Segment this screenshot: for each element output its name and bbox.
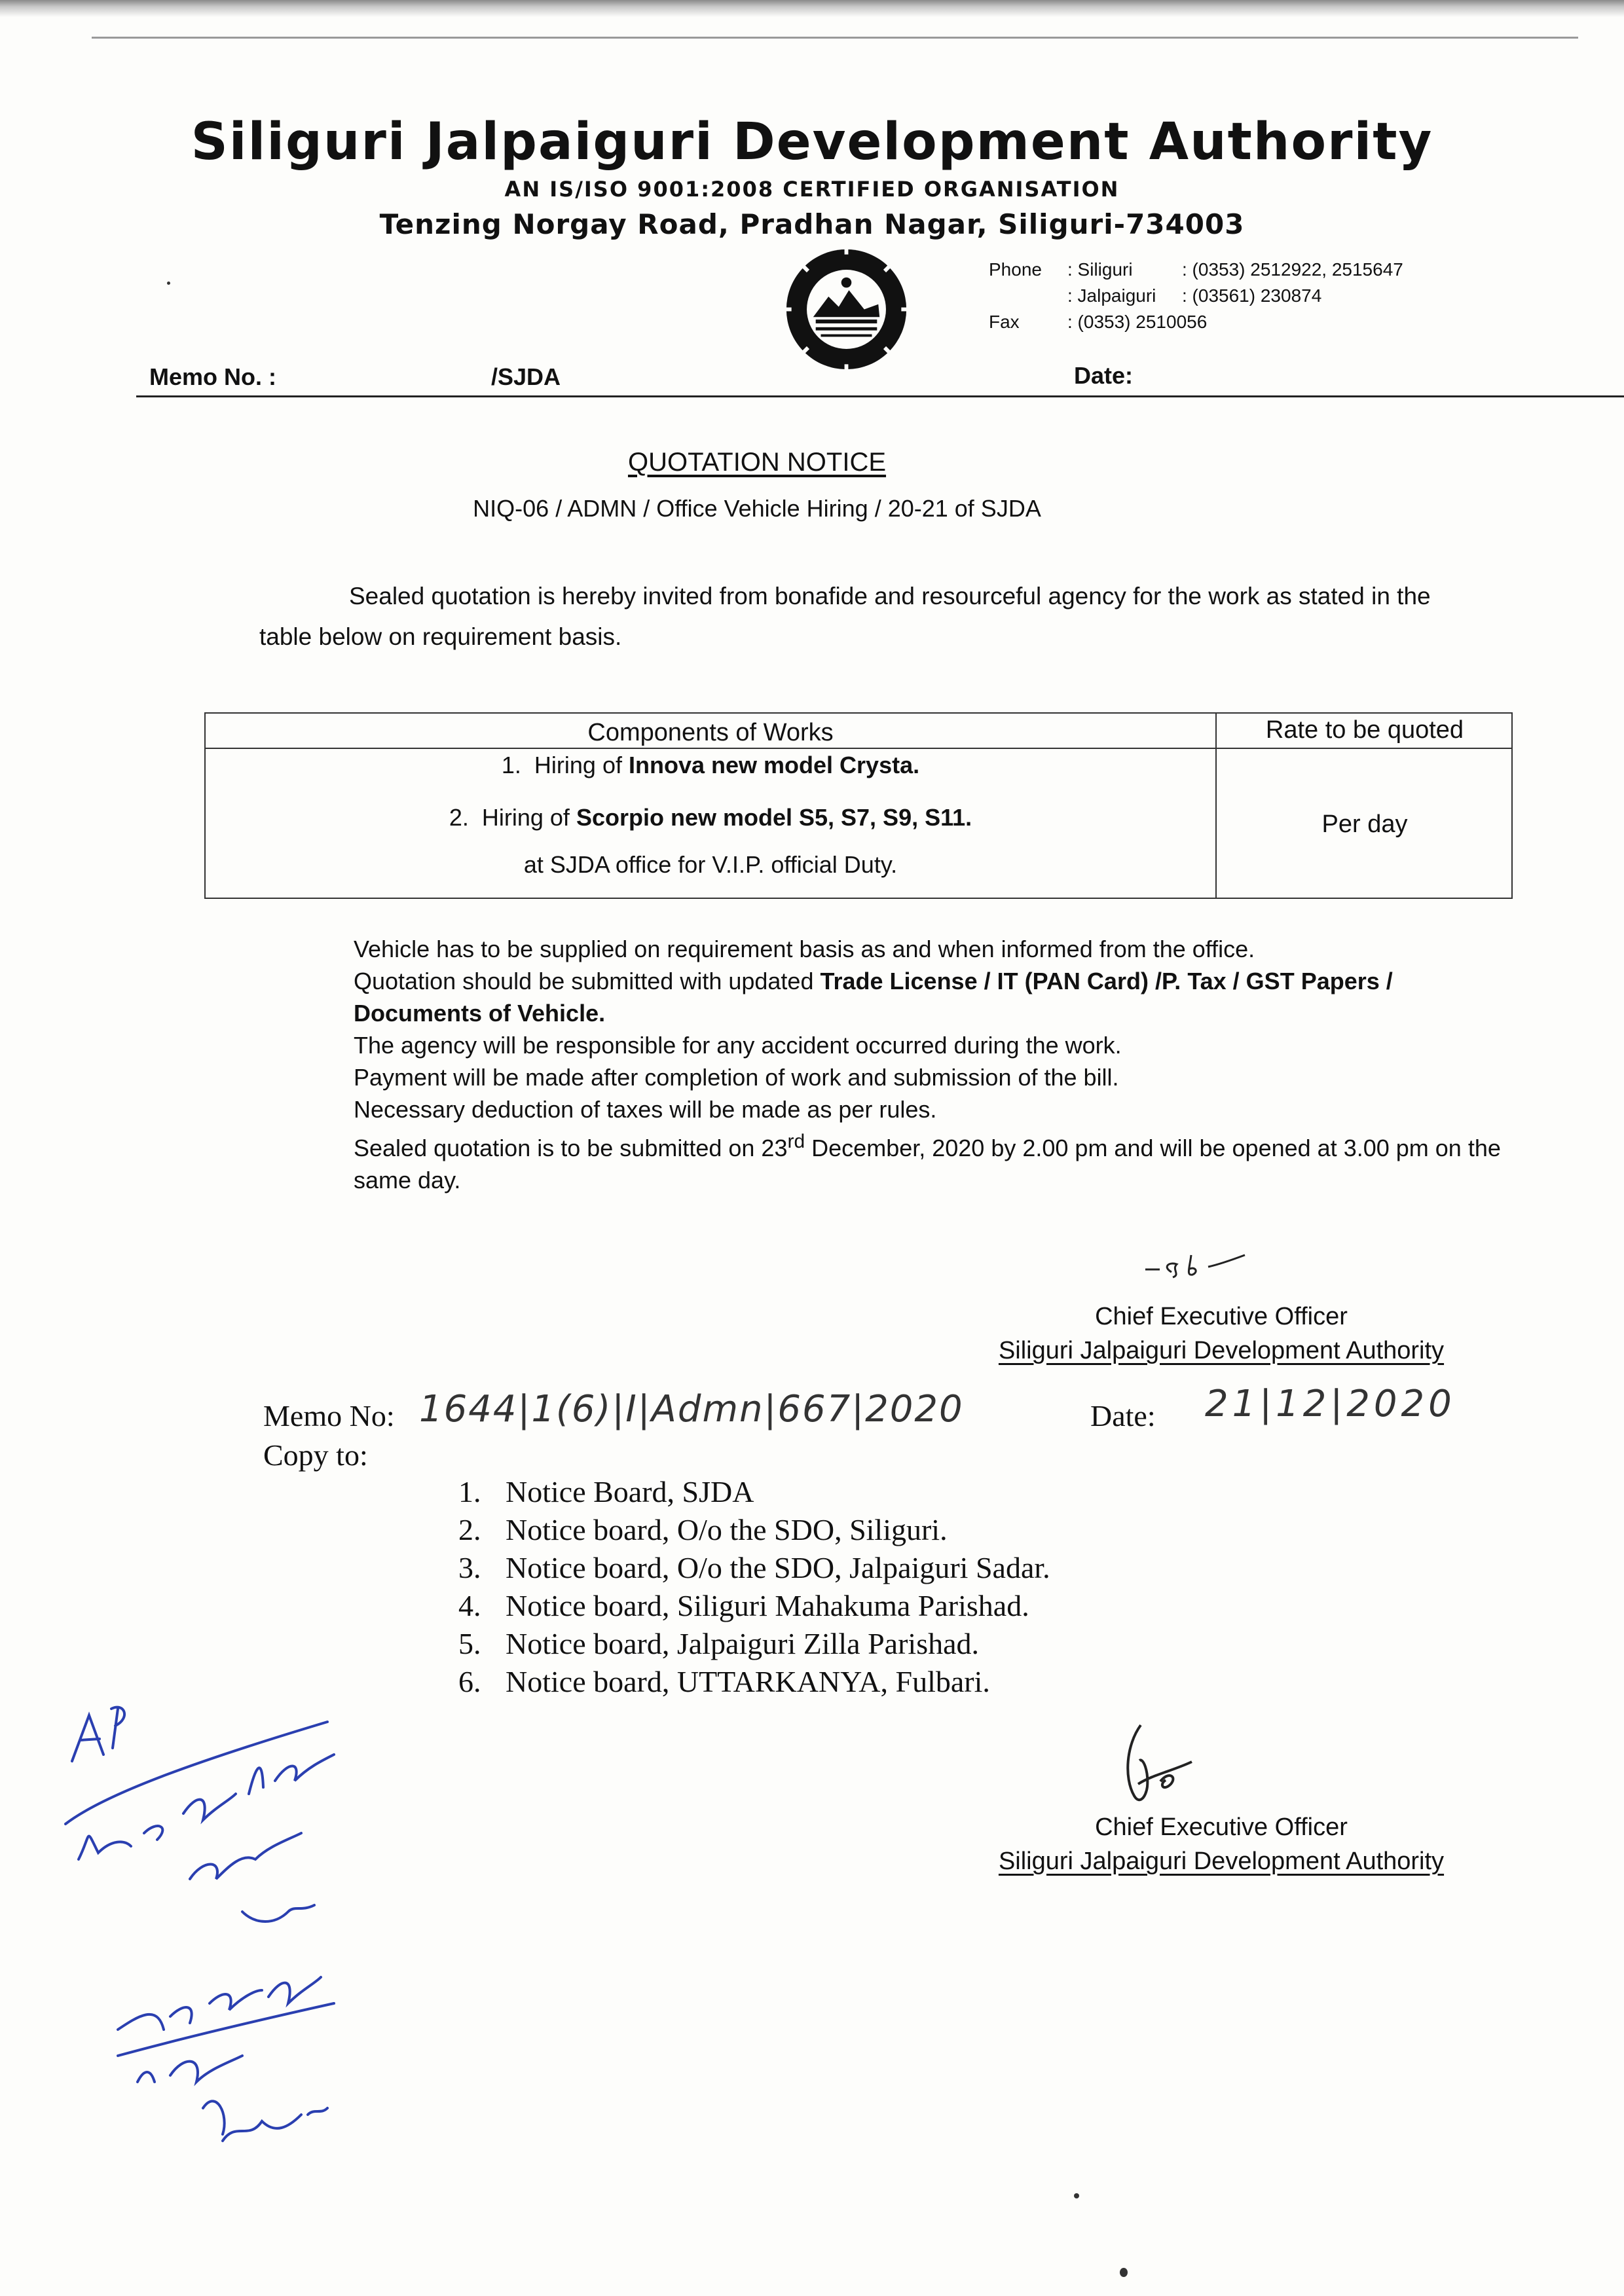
table-cell-rate: Per day [1321,811,1408,838]
ordinal-suffix: rd [787,1131,805,1152]
table-row-item-1 [206,752,1215,779]
table-header-rate: Rate to be quoted [1265,716,1464,744]
list-item [458,1549,1050,1587]
organization-seal-logo [783,246,910,373]
fax-number: : (0353) 2510056 [1067,312,1208,332]
phone-label: Phone [989,259,1042,280]
list-text: Notice board, UTTARKANYA, Fulbari. [506,1665,990,1698]
list-number: 2. [458,1513,481,1546]
contact-number: : (03561) 230874 [1182,285,1322,306]
condition-text: Quotation should be submitted with updated [354,968,821,994]
signature-block-1 [871,1300,1572,1368]
list-number: 5. [458,1627,481,1660]
sd-handwritten-mark [1143,1247,1274,1286]
header-divider [136,395,1624,397]
condition-line: The agency will be responsible for any accident occurred during the work. [354,1032,1122,1059]
contact-row-siliguri [989,257,1403,283]
scan-speck [1120,2268,1128,2277]
list-item [458,1625,1050,1663]
list-text: Notice board, Siliguri Mahakuma Parishad. [506,1589,1029,1622]
contact-details [989,257,1403,335]
condition-text: Sealed quotation is to be submitted on 23 [354,1135,788,1161]
item-vehicle-name: Scorpio new model S5, S7, S9, S11. [576,804,972,831]
list-text: Notice board, O/o the SDO, Jalpaiguri Sadar. [506,1551,1050,1584]
memo-number-suffix: /SJDA [491,363,561,390]
table-header-components: Components of Works [587,719,834,746]
signatory-title: Chief Executive Officer [1095,1813,1348,1841]
condition-line: Payment will be made after completion of work and submission of the bill. [354,1064,1119,1091]
signatory-title: Chief Executive Officer [1095,1303,1348,1330]
contact-location: : Siliguri [1067,259,1133,280]
table-row-item-2 [206,804,1215,831]
notice-title-text: QUOTATION NOTICE [627,448,887,477]
list-number: 1. [458,1475,481,1508]
list-text: Notice board, O/o the SDO, Siliguri. [506,1513,948,1546]
list-item [458,1511,1050,1549]
memo-number-handwritten: 1644|1(6)|I|Admn|667|2020 [419,1388,964,1430]
signatory-organization: Siliguri Jalpaiguri Development Authority [998,1848,1445,1875]
list-number: 6. [458,1665,481,1698]
signature-block-2 [871,1810,1572,1878]
handwritten-blue-annotation [26,1663,445,2160]
notice-intro-paragraph: Sealed quotation is hereby invited from bonafide and resourceful agency for the work as stated in the table below on requirement basis. [259,583,1431,650]
contact-row-jalpaiguri [989,283,1403,309]
condition-line [354,965,1506,1029]
contact-number: : (0353) 2512922, 2515647 [1182,259,1403,280]
organization-address: Tenzing Norgay Road, Pradhan Nagar, Siliguri-734003 [379,208,1245,240]
contact-row-fax [989,309,1403,335]
list-text: Notice board, Jalpaiguri Zilla Parishad. [506,1627,980,1660]
item-vehicle-name: Innova new model Crysta. [628,752,920,778]
scan-speck [167,282,170,285]
copy-to-list [458,1473,1050,1701]
scan-artifact-line [92,37,1578,39]
list-item [458,1473,1050,1511]
condition-line [354,1125,1506,1196]
list-number: 4. [458,1589,481,1622]
item-prefix: Hiring of [534,752,629,778]
signatory-organization: Siliguri Jalpaiguri Development Authority [998,1337,1445,1364]
condition-text: December, 2020 by 2.00 pm and will be opened at 3.00 pm on the same day. [354,1135,1501,1194]
item-prefix: Hiring of [481,804,576,831]
list-item [458,1663,1050,1701]
list-number: 3. [458,1551,481,1584]
phone-label-empty [989,283,1067,309]
scan-speck [1074,2193,1079,2198]
contact-location: : Jalpaiguri [1067,285,1156,306]
condition-line: Necessary deduction of taxes will be made as per rules. [354,1096,937,1123]
memo-number-label-2: Memo No: [263,1399,395,1432]
notice-reference: NIQ-06 / ADMN / Office Vehicle Hiring / 20-21 of SJDA [473,495,1041,522]
scan-edge-shadow [0,0,1624,17]
item-number: 2. [449,804,469,831]
list-item [458,1587,1050,1625]
terms-and-conditions [354,933,1506,1196]
notice-title [0,448,1514,477]
condition-line: Vehicle has to be supplied on requirement basis as and when informed from the office. [354,936,1255,962]
memo-date-handwritten: 21|12|2020 [1205,1383,1456,1425]
item-number: 1. [501,752,521,778]
organization-name: Siliguri Jalpaiguri Development Authority [191,113,1433,172]
memo-date-label: Date: [1074,362,1134,389]
copy-to-label: Copy to: [263,1438,368,1472]
condition-documents: Trade License / IT (PAN Card) /P. Tax / GST Papers / Documents of Vehicle. [354,968,1393,1027]
certification-line: AN IS/ISO 9001:2008 CERTIFIED ORGANISATION [504,177,1120,202]
works-table [204,712,1513,899]
fax-label: Fax [989,312,1020,332]
memo-date-label-2: Date: [1090,1399,1156,1432]
table-header-divider [206,748,1511,749]
list-text: Notice Board, SJDA [506,1475,754,1508]
memo-number-label: Memo No. : [149,363,276,390]
table-row-location: at SJDA office for V.I.P. official Duty. [523,851,898,878]
handwritten-signature [1100,1719,1218,1817]
